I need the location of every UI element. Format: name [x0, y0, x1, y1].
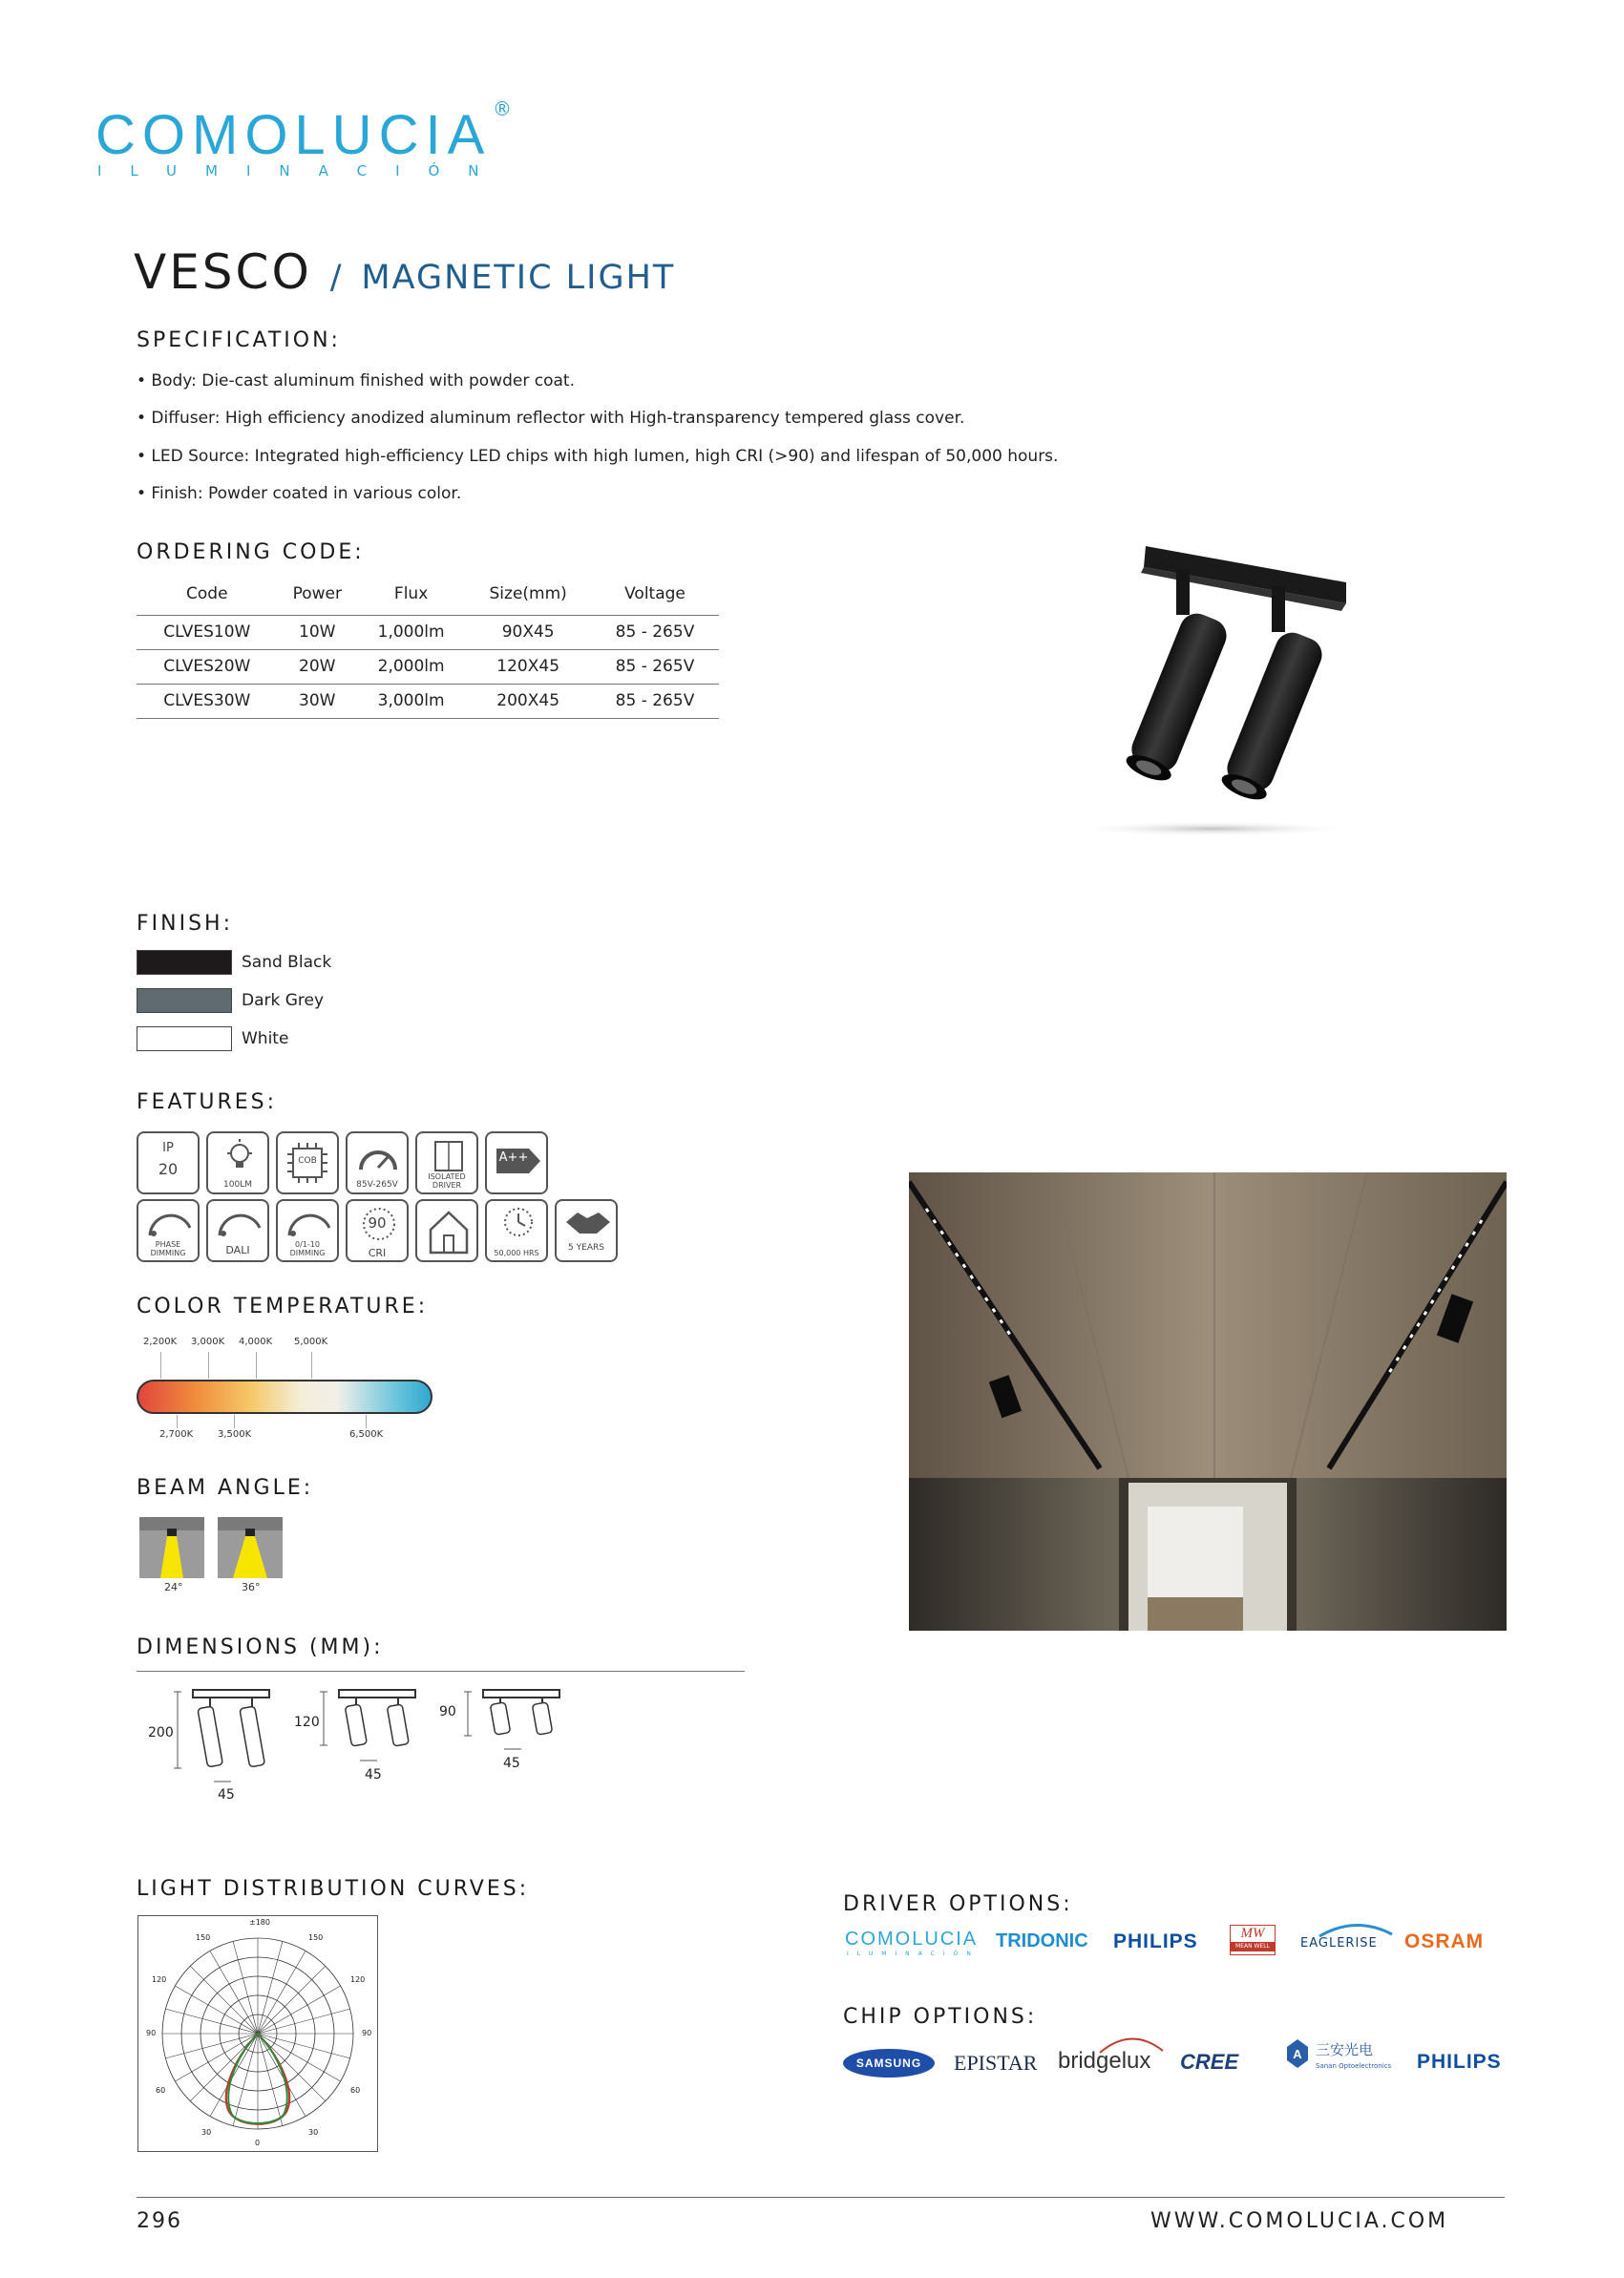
- ct-tick: [208, 1352, 209, 1379]
- meanwell-sub: MEAN WELL: [1231, 1942, 1275, 1951]
- footer-website-link[interactable]: WWW.COMOLUCIA.COM: [1150, 2209, 1449, 2233]
- feature-text: 20: [158, 1160, 179, 1178]
- voltage-gauge-icon: [346, 1131, 409, 1194]
- table-cell: 1,000lm: [357, 615, 465, 649]
- polar-label: 120: [152, 1975, 167, 1984]
- chip-logo-philips: PHILIPS: [1417, 2051, 1502, 2073]
- footer-divider: [137, 2197, 1505, 2198]
- table-cell: 2,000lm: [357, 649, 465, 684]
- dali-icon: [206, 1199, 269, 1262]
- driver-logo-eaglerise: EAGLERISE: [1300, 1936, 1378, 1951]
- svg-text:A: A: [1293, 2047, 1302, 2061]
- dimensions-divider: [137, 1671, 745, 1672]
- driver-logo-meanwell: [1230, 1925, 1276, 1955]
- samsung-text: SAMSUNG: [855, 2057, 922, 2070]
- polar-chart-frame: [137, 1915, 378, 2152]
- polar-label: 0: [255, 2139, 261, 2147]
- ordering-heading: ORDERING CODE:: [137, 540, 365, 564]
- eaglerise-swoosh-icon: [1318, 1921, 1394, 1938]
- feature-text: DALI: [225, 1244, 250, 1256]
- dimension-height-label: 120: [294, 1715, 320, 1730]
- driver-logo-comolucia-sub: ILUMINACIÓN: [847, 1951, 980, 1957]
- polar-spoke: [258, 1966, 326, 2034]
- swatch-sand-black: [137, 950, 232, 975]
- driver-options-heading: DRIVER OPTIONS:: [843, 1892, 1073, 1916]
- ct-top-label: 4,000K: [239, 1337, 273, 1347]
- beam-24-diagram: [139, 1517, 204, 1578]
- product-photo: [1031, 535, 1356, 840]
- ct-bottom-label: 2,700K: [159, 1429, 194, 1440]
- chip-logo-bridgelux: bridgelux: [1058, 2048, 1151, 2074]
- table-cell: CLVES20W: [137, 649, 278, 684]
- ct-tick: [234, 1415, 235, 1428]
- isolated-driver-icon: [415, 1131, 478, 1194]
- brand-logo: COMOLUCIA: [95, 104, 492, 166]
- column-header: Voltage: [591, 573, 719, 615]
- swatch-label: White: [242, 1029, 289, 1048]
- polar-spoke: [190, 2034, 258, 2101]
- polar-spoke: [258, 2034, 341, 2081]
- table-header-row: [137, 573, 719, 615]
- beam-label: 36°: [242, 1581, 261, 1593]
- swatch-dark-grey: [137, 988, 232, 1013]
- column-header: Power: [278, 573, 357, 615]
- polar-label: 150: [196, 1933, 211, 1942]
- polar-spoke: [258, 1986, 341, 2034]
- polar-spoke: [258, 2034, 350, 2058]
- product-subtitle: MAGNETIC LIGHT: [361, 259, 676, 297]
- specification-heading: SPECIFICATION:: [137, 328, 341, 352]
- chip-options-heading: CHIP OPTIONS:: [843, 2005, 1038, 2029]
- column-header: Size(mm): [465, 573, 591, 615]
- spec-item: • LED Source: Integrated high-efficiency LED chips with high lumen, high CRI (>90) and lifespan of 50,000 hours.: [137, 447, 1059, 466]
- distribution-heading: LIGHT DISTRIBUTION CURVES:: [137, 1877, 530, 1901]
- ct-bottom-label: 3,500K: [218, 1429, 252, 1440]
- feature-top-text: COB: [298, 1156, 317, 1166]
- indoor-house-icon: [415, 1199, 478, 1262]
- chip-logo-sanan-sub: Sanan Optoelectronics: [1316, 2062, 1392, 2070]
- ct-tick: [177, 1415, 178, 1428]
- polar-label: 60: [350, 2086, 361, 2095]
- polar-label: 90: [362, 2029, 372, 2037]
- feature-text: CRI: [368, 1247, 387, 1259]
- polar-spoke: [258, 2009, 350, 2034]
- polar-label: 90: [146, 2029, 157, 2037]
- spec-item: • Finish: Powder coated in various color.: [137, 484, 462, 503]
- lightbulb-icon: [206, 1131, 269, 1194]
- bridgelux-arc-icon: [1098, 2034, 1165, 2055]
- table-row: [137, 684, 719, 718]
- feature-top-text: 90: [368, 1214, 387, 1232]
- cob-chip-icon: [276, 1131, 339, 1194]
- feature-text: 50,000 HRS: [494, 1249, 539, 1257]
- polar-spoke: [233, 1941, 258, 2034]
- features-heading: FEATURES:: [137, 1090, 278, 1114]
- ct-top-label: 3,000K: [191, 1337, 225, 1347]
- table-cell: 30W: [278, 684, 357, 718]
- feature-text: 85V-265V: [356, 1180, 398, 1190]
- feature-text: PHASE DIMMING: [150, 1240, 186, 1257]
- feature-top-text: IP: [162, 1141, 174, 1155]
- ct-tick: [366, 1415, 367, 1428]
- table-cell: 20W: [278, 649, 357, 684]
- polar-spoke: [258, 1941, 283, 2034]
- polar-spoke: [258, 2034, 326, 2101]
- sanan-emblem-icon: [1285, 2037, 1310, 2070]
- page-number: 296: [137, 2209, 182, 2233]
- spec-item: • Body: Die-cast aluminum finished with powder coat.: [137, 371, 575, 390]
- polar-label: 120: [350, 1975, 366, 1984]
- polar-label: 30: [201, 2128, 212, 2137]
- polar-spoke: [175, 1986, 258, 2034]
- color-temperature-heading: COLOR TEMPERATURE:: [137, 1295, 429, 1318]
- spec-item: • Diffuser: High efficiency anodized aluminum reflector with High-transparency tempered glass cover.: [137, 409, 965, 428]
- driver-logo-osram: OSRAM: [1404, 1930, 1485, 1952]
- table-row: [137, 649, 719, 684]
- polar-chart: [138, 1916, 377, 2151]
- driver-logo-philips: PHILIPS: [1113, 1930, 1198, 1952]
- polar-spoke: [175, 2034, 258, 2081]
- feature-text: 0/1-10 DIMMING: [289, 1240, 326, 1257]
- chip-logo-samsung: [843, 2049, 935, 2078]
- polar-spoke: [210, 1951, 258, 2034]
- meanwell-mark: MW: [1240, 1926, 1265, 1941]
- beam-angle-heading: BEAM ANGLE:: [137, 1476, 314, 1500]
- ct-top-label: 5,000K: [294, 1337, 328, 1347]
- polar-label: 150: [308, 1933, 324, 1942]
- polar-spoke: [258, 1951, 306, 2034]
- beam-36-diagram: [218, 1517, 283, 1578]
- column-header: Flux: [357, 573, 465, 615]
- ct-tick: [311, 1352, 312, 1379]
- table-cell: 90X45: [465, 615, 591, 649]
- 0-10-dimming-icon: [276, 1199, 339, 1262]
- warranty-handshake-icon: [555, 1199, 618, 1262]
- chip-logo-sanan: 三安光电: [1316, 2041, 1374, 2058]
- ct-tick: [256, 1352, 257, 1379]
- table-cell: 85 - 265V: [591, 684, 719, 718]
- table-cell: CLVES10W: [137, 615, 278, 649]
- finish-heading: FINISH:: [137, 912, 234, 936]
- table-cell: 200X45: [465, 684, 591, 718]
- polar-spoke: [190, 1966, 258, 2034]
- dimension-width-label: 45: [365, 1767, 382, 1782]
- dimension-width-label: 45: [218, 1787, 235, 1803]
- phase-dimming-icon: [137, 1199, 200, 1262]
- chip-logo-epistar: EPISTAR: [954, 2051, 1038, 2075]
- polar-label: 30: [308, 2128, 319, 2137]
- ct-top-label: 2,200K: [143, 1337, 178, 1347]
- polar-label: ±180: [249, 1918, 270, 1927]
- dimension-height-label: 200: [148, 1725, 174, 1740]
- driver-logo-tridonic: TRIDONIC: [996, 1930, 1088, 1951]
- table-cell: 120X45: [465, 649, 591, 684]
- table-cell: 85 - 265V: [591, 649, 719, 684]
- polar-spoke: [165, 2034, 258, 2058]
- page-title: [134, 244, 675, 300]
- color-temperature-bar: [137, 1380, 432, 1414]
- feature-text: 100LM: [223, 1180, 252, 1190]
- registered-mark: ®: [493, 97, 512, 120]
- interior-photo: [909, 1172, 1507, 1631]
- polar-label: 60: [156, 2086, 166, 2095]
- table-cell: CLVES30W: [137, 684, 278, 718]
- polar-spoke: [165, 2009, 258, 2034]
- brand-tagline: ILUMINACIÓN: [97, 162, 508, 179]
- swatch-label: Dark Grey: [242, 991, 325, 1010]
- product-name: VESCO: [134, 244, 312, 300]
- table-cell: 10W: [278, 615, 357, 649]
- swatch-label: Sand Black: [242, 953, 332, 972]
- polar-spoke: [210, 2034, 258, 2117]
- dimensions-heading: DIMENSIONS (MM):: [137, 1635, 384, 1659]
- ordering-table: [137, 573, 719, 719]
- ct-bottom-label: 6,500K: [349, 1429, 384, 1440]
- title-separator: /: [329, 259, 344, 297]
- energy-class-icon: [485, 1131, 548, 1194]
- driver-logo-comolucia: COMOLUCIA: [845, 1929, 979, 1950]
- dimension-width-label: 45: [503, 1756, 520, 1771]
- ct-tick: [160, 1352, 161, 1379]
- column-header: Code: [137, 573, 278, 615]
- chip-logo-cree: CREE: [1180, 2050, 1239, 2074]
- ip20-icon: [137, 1131, 200, 1194]
- feature-text: ISOLATED DRIVER: [428, 1172, 466, 1190]
- lifespan-clock-icon: [485, 1199, 548, 1262]
- beam-label: 24°: [164, 1581, 183, 1593]
- cri-icon: [346, 1199, 409, 1262]
- dimension-height-label: 90: [439, 1704, 456, 1719]
- table-cell: 3,000lm: [357, 684, 465, 718]
- feature-text: 5 YEARS: [568, 1243, 604, 1253]
- dimension-drawing-200: [172, 1688, 286, 1793]
- polar-spoke: [258, 2034, 306, 2117]
- swatch-white: [137, 1026, 232, 1051]
- table-row: [137, 615, 719, 649]
- table-cell: 85 - 265V: [591, 615, 719, 649]
- feature-top-text: A++: [498, 1150, 529, 1165]
